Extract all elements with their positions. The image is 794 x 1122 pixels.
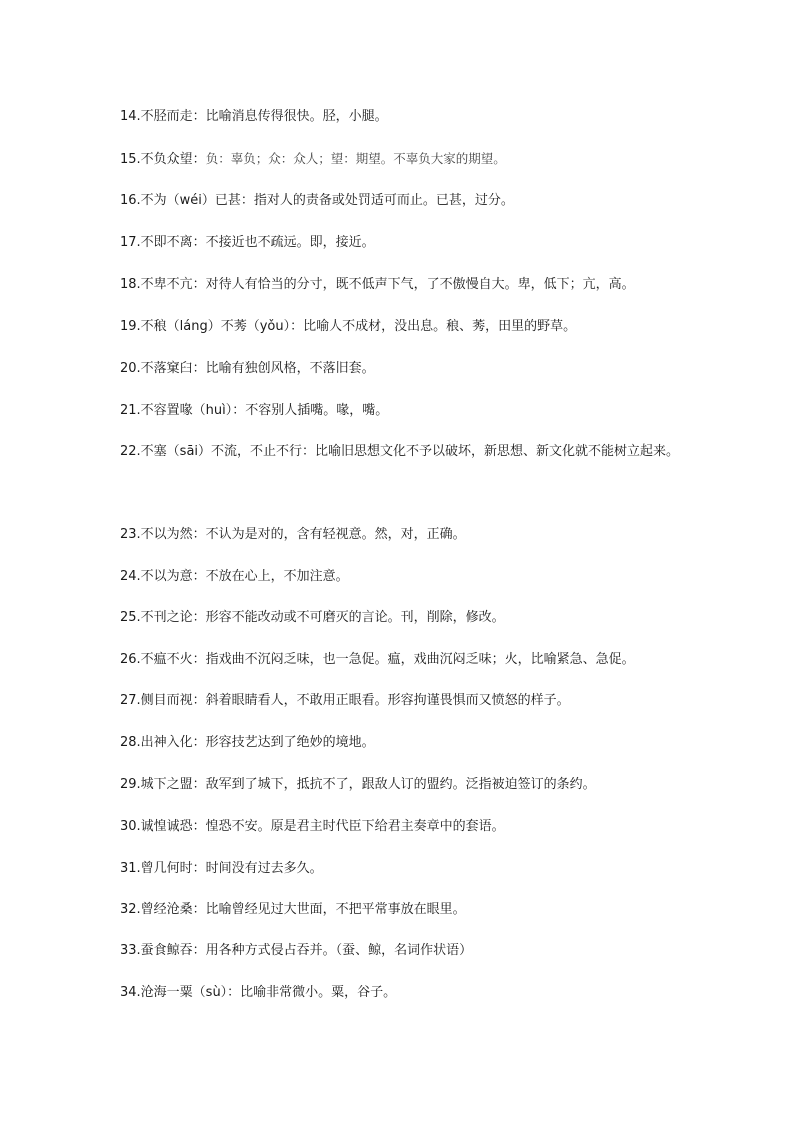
idiom-entry-24: 24.不以为意：不放在心上，不加注意。 [120,569,349,584]
idiom-entry-17: 17.不即不离：不接近也不疏远。即，接近。 [120,235,375,250]
idiom-entry-27: 27.侧目而视：斜着眼睛看人，不敢用正眼看。形容拘谨畏惧而又愤怒的样子。 [120,693,570,708]
idiom-entry-15-term: 15.不负众望： [120,152,206,167]
idiom-entry-19: 19.不稂（láng）不莠（yǒu）：比喻人不成材，没出息。稂、莠，田里的野草。 [120,319,577,334]
idiom-entry-33: 33.蚕食鲸吞：用各种方式侵占吞并。（蚕、鲸，名词作状语） [120,943,473,958]
idiom-entry-14: 14.不胫而走：比喻消息传得很快。胫，小腿。 [120,109,388,124]
idiom-entry-31: 31.曾几何时：时间没有过去多久。 [120,861,323,876]
idiom-entry-25: 25.不刊之论：形容不能改动或不可磨灭的言论。刊，削除，修改。 [120,610,505,625]
idiom-entry-20: 20.不落窠臼：比喻有独创风格，不落旧套。 [120,361,375,376]
idiom-entry-34: 34.沧海一粟（sù）：比喻非常微小。粟，谷子。 [120,985,397,1000]
idiom-entry-15-definition: 负：辜负；众：众人；望：期望。不辜负大家的期望。 [205,151,506,166]
idiom-entry-23: 23.不以为然：不认为是对的，含有轻视意。然，对，正确。 [120,527,466,542]
idiom-entry-22: 22.不塞（sāi）不流，不止不行：比喻旧思想文化不予以破坏，新思想、新文化就不能树立起来。 [120,444,680,459]
idiom-entry-32: 32.曾经沧桑：比喻曾经见过大世面，不把平常事放在眼里。 [120,902,466,917]
idiom-entry-30: 30.诚惶诚恐：惶恐不安。原是君主时代臣下给君主奏章中的套语。 [120,819,505,834]
idiom-entry-16: 16.不为（wéi）已甚：指对人的责备或处罚适可而止。已甚，过分。 [120,193,514,208]
idiom-entry-15 [120,138,680,181]
idiom-entry-29: 29.城下之盟：敌军到了城下，抵抗不了，跟敌人订的盟约。泛指被迫签订的条约。 [120,777,596,792]
idiom-entry-26: 26.不瘟不火：指戏曲不沉闷乏味，也一急促。瘟，戏曲沉闷乏味；火，比喻紧急、急促。 [120,652,635,667]
idiom-entry-21: 21.不容置喙（huì）：不容别人插嘴。喙，嘴。 [120,403,389,418]
idiom-entry-18: 18.不卑不亢：对待人有恰当的分寸，既不低声下气，了不傲慢自大。卑，低下；亢，高。 [120,277,635,292]
idiom-entry-28: 28.出神入化：形容技艺达到了绝妙的境地。 [120,735,375,750]
